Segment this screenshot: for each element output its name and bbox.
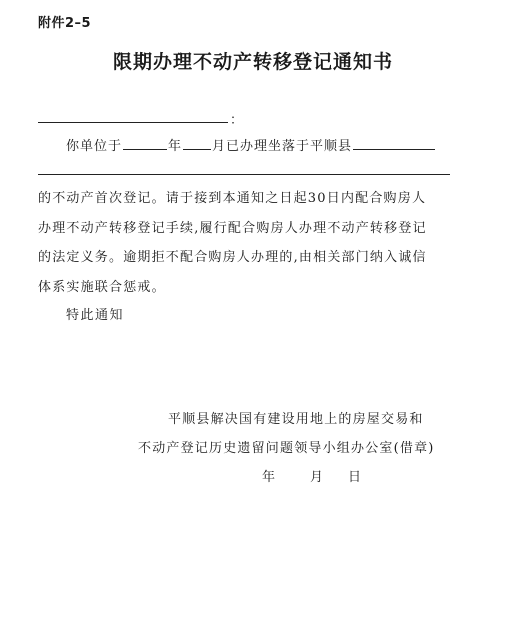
registration-sentence <box>66 135 436 156</box>
document-title: 限期办理不动产转移登记通知书 <box>112 51 393 73</box>
addressee-colon: ： <box>230 113 244 128</box>
sentence-prefix: 你单位于 <box>66 139 123 154</box>
notice-paragraph <box>38 184 458 302</box>
month-blank <box>183 135 211 150</box>
attachment-label: 附件2–5 <box>38 16 92 31</box>
date-day: 日 <box>348 470 362 485</box>
paragraph-line: 的不动产首次登记。请于接到本通知之日起30日内配合购房人 <box>38 191 427 206</box>
location-continuation-blank <box>38 174 450 175</box>
year-word: 年 <box>168 139 183 154</box>
addressee-blank <box>38 122 228 123</box>
issuer-line-1: 平顺县解决国有建设用地上的房屋交易和 <box>168 412 424 427</box>
paragraph-line: 体系实施联合惩戒。 <box>38 279 166 295</box>
month-text: 月已办理坐落于平顺县 <box>212 139 353 154</box>
year-blank <box>123 135 167 150</box>
paragraph-line: 的法定义务。逾期拒不配合购房人办理的,由相关部门纳入诚信 <box>38 250 427 265</box>
date-year: 年 <box>262 470 276 485</box>
date-month: 月 <box>310 470 324 485</box>
paragraph-line: 办理不动产转移登记手续,履行配合购房人办理不动产转移登记 <box>38 220 427 236</box>
issuer-line-2: 不动产登记历史遗留问题领导小组办公室(借章) <box>138 441 435 456</box>
location-blank <box>353 135 435 150</box>
closing-phrase: 特此通知 <box>66 308 125 323</box>
